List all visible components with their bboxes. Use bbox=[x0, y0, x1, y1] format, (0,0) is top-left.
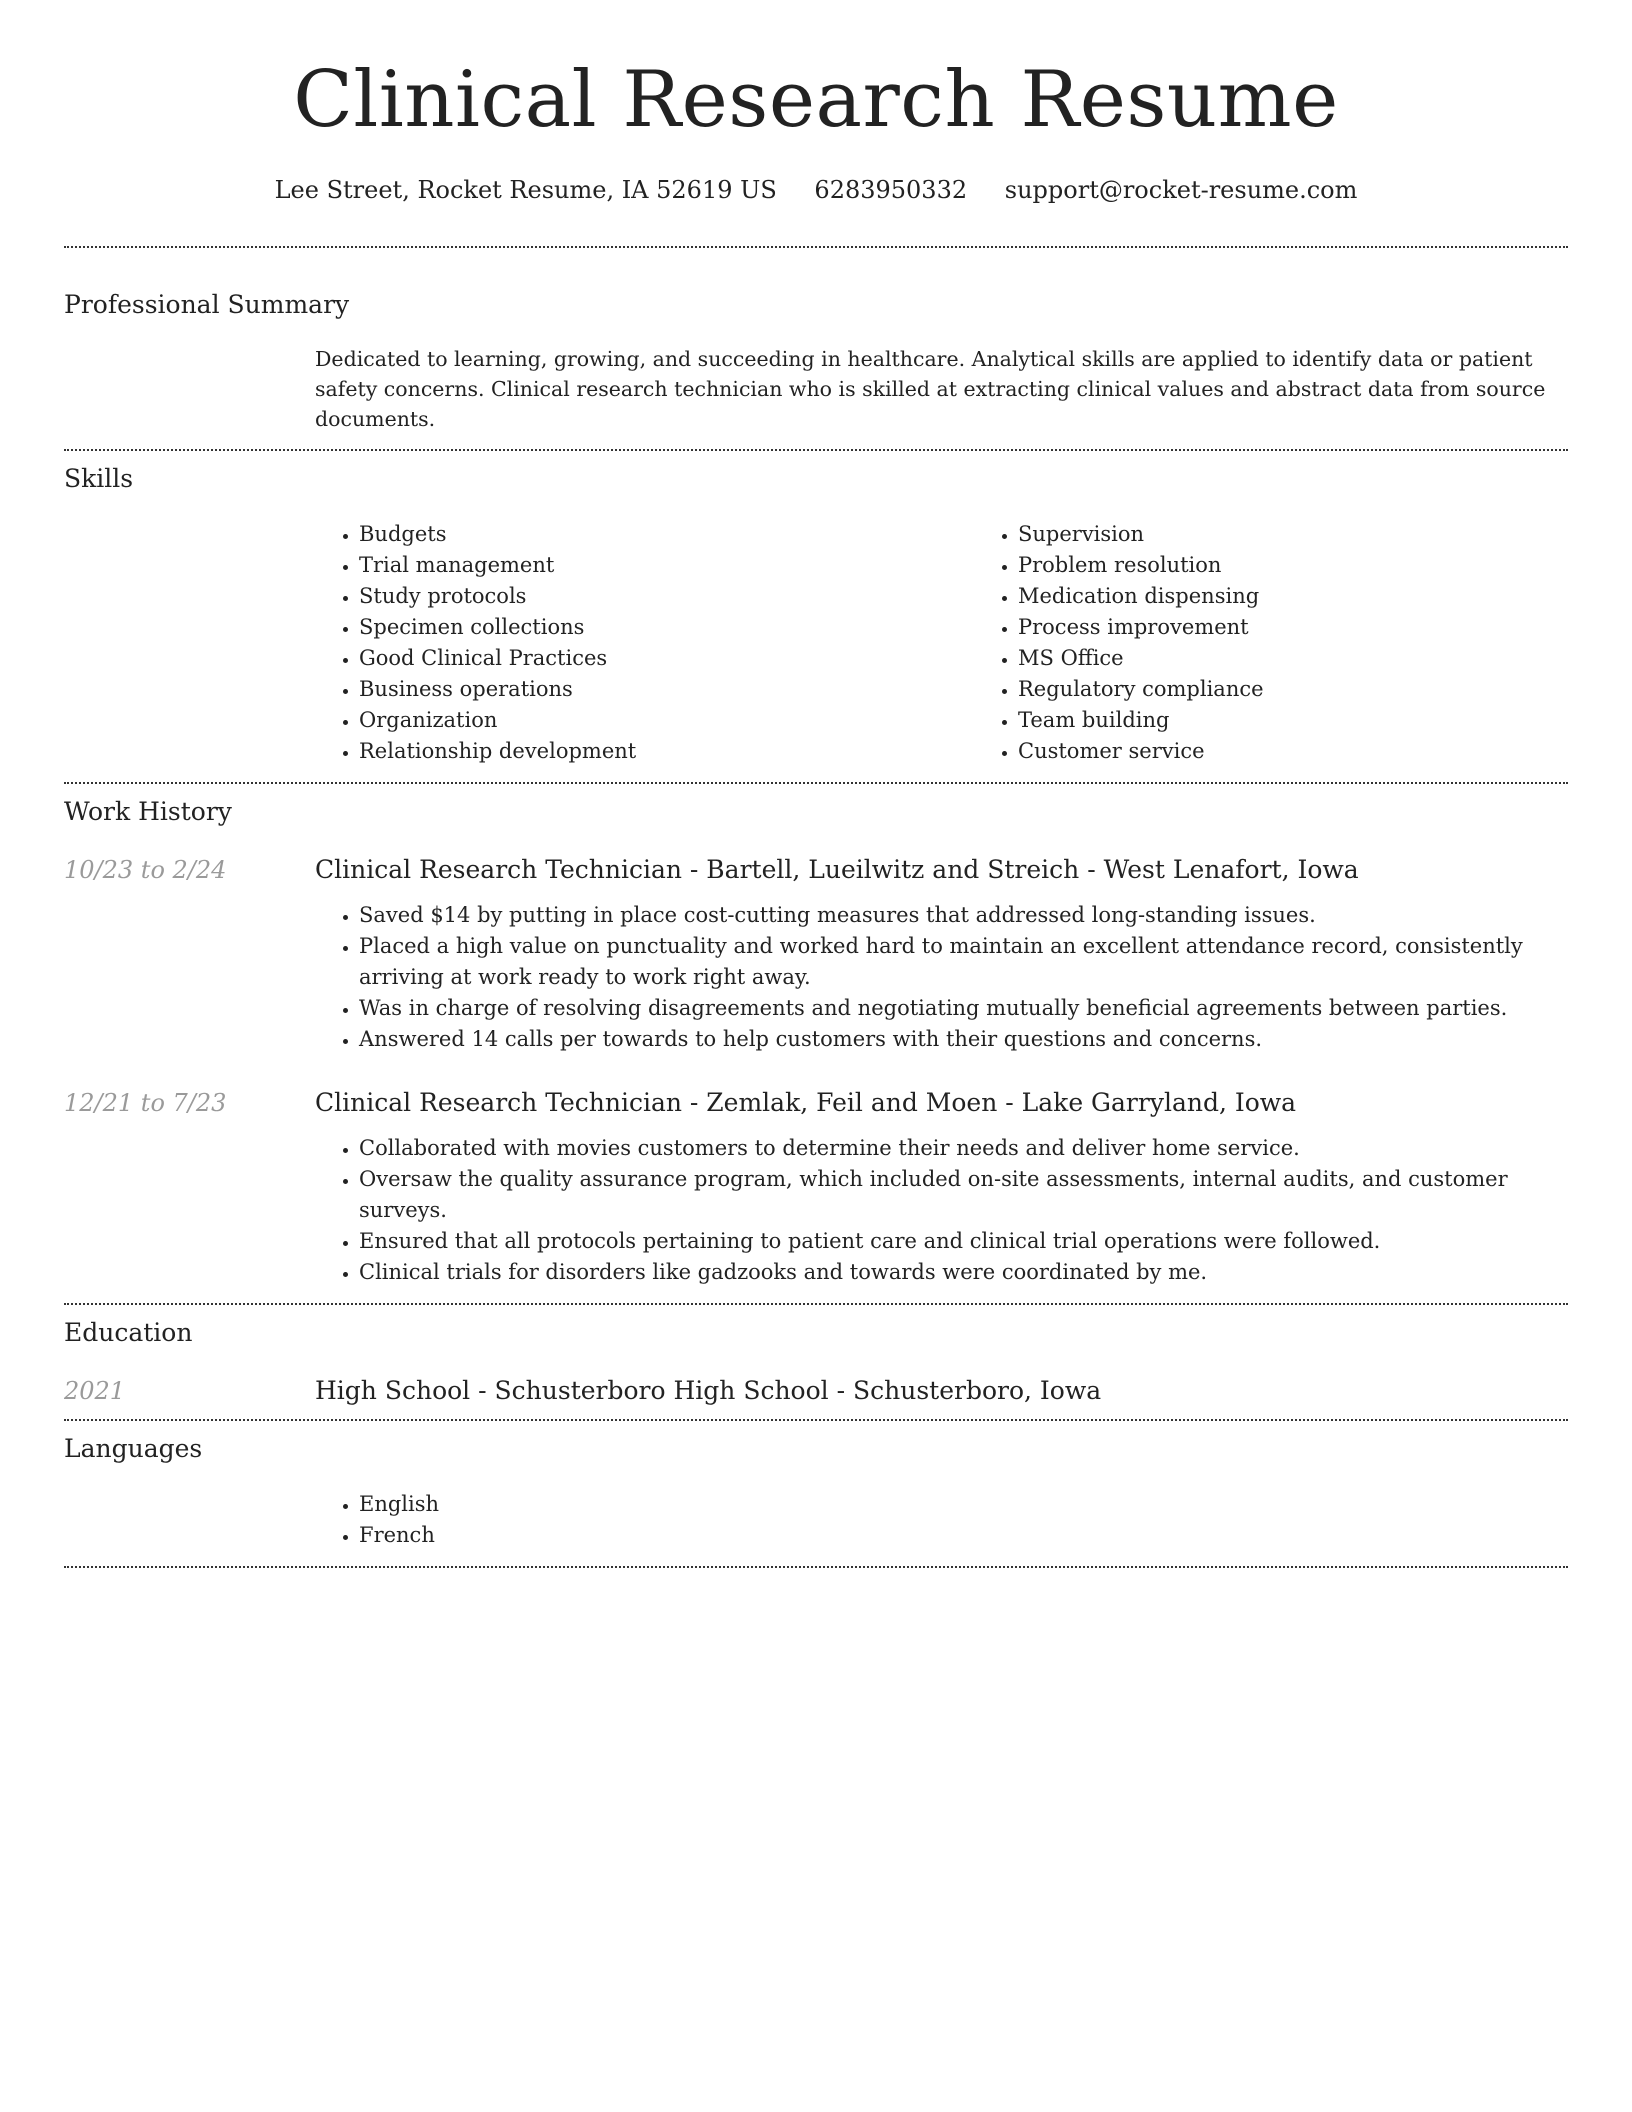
skills-list-right bbox=[974, 519, 1568, 767]
skill-item: • Team building bbox=[1018, 705, 1568, 736]
job-bullet: • Ensured that all protocols pertaining to patient care and clinical trial operations were followed. bbox=[359, 1226, 1568, 1257]
job-entry bbox=[64, 1087, 1568, 1288]
job-role: Clinical Research Technician bbox=[315, 855, 682, 884]
skill-item: • Relationship development bbox=[359, 736, 974, 767]
job-bullet: • Was in charge of resolving disagreements and negotiating mutually beneficial agreements between parties. bbox=[359, 993, 1568, 1024]
skill-item: • Trial management bbox=[359, 550, 974, 581]
divider-languages bbox=[64, 1566, 1568, 1568]
education-body bbox=[315, 1375, 1568, 1407]
job-bullets bbox=[315, 900, 1568, 1055]
job-title bbox=[315, 854, 1568, 886]
languages-row bbox=[64, 1489, 1568, 1551]
summary-heading: Professional Summary bbox=[64, 290, 350, 319]
skill-item: • Regulatory compliance bbox=[1018, 674, 1568, 705]
job-body bbox=[315, 854, 1568, 1055]
job-role: Clinical Research Technician bbox=[315, 1088, 682, 1117]
section-languages bbox=[64, 1421, 1568, 1566]
contact-line bbox=[64, 174, 1568, 206]
job-body bbox=[315, 1087, 1568, 1288]
summary-text: Dedicated to learning, growing, and succeeding in healthcare. Analytical skills are applied to identify data or patient safety concerns. Clinical research technician who is skilled at extracting clinical values and abstract data from source documents. bbox=[315, 347, 1546, 431]
job-company: - Zemlak, Feil and Moen - Lake Garryland, Iowa bbox=[681, 1088, 1297, 1117]
job-title bbox=[315, 1087, 1568, 1119]
job-dates: 10/23 to 2/24 bbox=[64, 856, 227, 884]
education-heading: Education bbox=[64, 1318, 193, 1347]
job-entry bbox=[64, 854, 1568, 1055]
resume-title: Clinical Research Resume bbox=[293, 55, 1339, 145]
skills-grid bbox=[315, 519, 1568, 767]
job-bullet: • Clinical trials for disorders like gadzooks and towards were coordinated by me. bbox=[359, 1257, 1568, 1288]
education-school: - Schusterboro High School - Schusterboro, Iowa bbox=[470, 1376, 1102, 1405]
skill-item: • Process improvement bbox=[1018, 612, 1568, 643]
skill-item: • Good Clinical Practices bbox=[359, 643, 974, 674]
skills-row bbox=[64, 519, 1568, 767]
languages-right bbox=[315, 1489, 1568, 1551]
job-bullets bbox=[315, 1133, 1568, 1288]
education-title bbox=[315, 1375, 1568, 1407]
skill-item: • Study protocols bbox=[359, 581, 974, 612]
job-bullet: • Oversaw the quality assurance program, which included on-site assessments, internal audits, and customer surveys. bbox=[359, 1164, 1568, 1226]
section-work-history bbox=[64, 784, 1568, 1303]
skill-item: • Budgets bbox=[359, 519, 974, 550]
education-degree: High School bbox=[315, 1376, 471, 1405]
skill-item: • Supervision bbox=[1018, 519, 1568, 550]
job-bullet: • Answered 14 calls per towards to help customers with their questions and concerns. bbox=[359, 1024, 1568, 1055]
skills-list-left bbox=[315, 519, 974, 767]
education-year: 2021 bbox=[64, 1377, 126, 1405]
skill-item: • Medication dispensing bbox=[1018, 581, 1568, 612]
section-summary bbox=[64, 248, 1568, 449]
section-education bbox=[64, 1305, 1568, 1419]
work-heading: Work History bbox=[64, 797, 232, 826]
summary-row bbox=[64, 344, 1568, 434]
summary-left bbox=[64, 344, 315, 434]
skill-item: • Specimen collections bbox=[359, 612, 974, 643]
job-bullet: • Saved $14 by putting in place cost-cutting measures that addressed long-standing issues. bbox=[359, 900, 1568, 931]
summary-right bbox=[315, 344, 1568, 434]
job-dates: 12/21 to 7/23 bbox=[64, 1089, 227, 1117]
education-entry bbox=[64, 1375, 1568, 1407]
language-item: • French bbox=[359, 1520, 1568, 1551]
languages-heading: Languages bbox=[64, 1434, 203, 1463]
skill-item: • Business operations bbox=[359, 674, 974, 705]
skills-left bbox=[64, 519, 315, 767]
skill-item: • MS Office bbox=[1018, 643, 1568, 674]
languages-left bbox=[64, 1489, 315, 1551]
skill-item: • Organization bbox=[359, 705, 974, 736]
skill-item: • Customer service bbox=[1018, 736, 1568, 767]
job-bullet: • Collaborated with movies customers to determine their needs and deliver home service. bbox=[359, 1133, 1568, 1164]
skill-item: • Problem resolution bbox=[1018, 550, 1568, 581]
job-company: - Bartell, Lueilwitz and Streich - West Lenafort, Iowa bbox=[681, 855, 1359, 884]
contact-email: support@rocket-resume.com bbox=[1004, 176, 1358, 204]
language-item: • English bbox=[359, 1489, 1568, 1520]
job-bullet: • Placed a high value on punctuality and worked hard to maintain an excellent attendance record, consistently arriving at work ready to work right away. bbox=[359, 931, 1568, 993]
contact-phone: 6283950332 bbox=[814, 176, 968, 204]
contact-address: Lee Street, Rocket Resume, IA 52619 US bbox=[274, 176, 777, 204]
languages-list bbox=[315, 1489, 1568, 1551]
skills-heading: Skills bbox=[64, 464, 134, 493]
section-skills bbox=[64, 451, 1568, 782]
